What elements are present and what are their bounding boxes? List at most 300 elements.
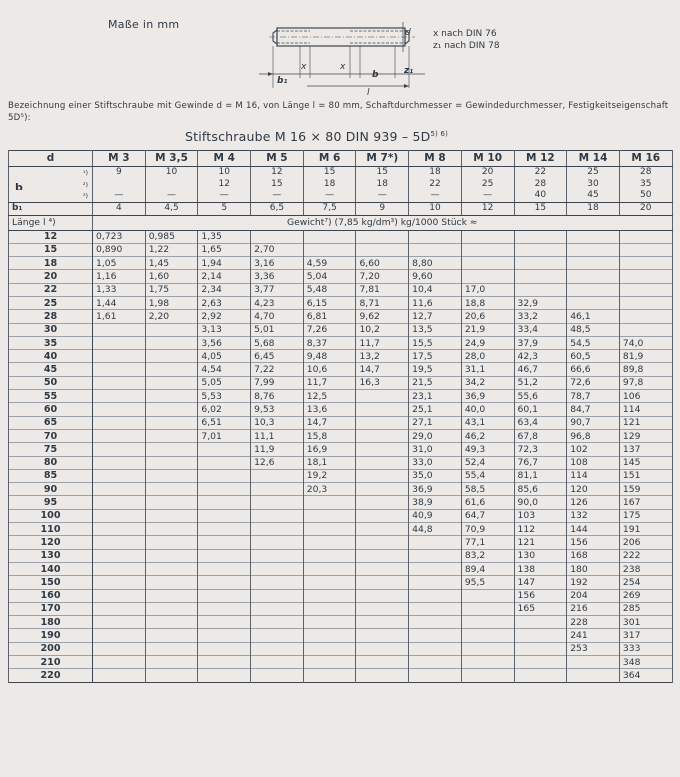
weight-value: 4,70 — [251, 310, 304, 323]
weight-value: 16,3 — [356, 376, 409, 389]
dim-z1-label: z₁ — [404, 66, 414, 76]
table-row — [9, 669, 673, 682]
note-x-din76: x nach DIN 76 — [433, 29, 497, 39]
weight-value — [93, 469, 146, 482]
weight-value: 8,80 — [409, 257, 462, 270]
weight-value — [251, 589, 304, 602]
weight-value: 7,01 — [198, 429, 251, 442]
weight-value: 11,1 — [251, 429, 304, 442]
size-header: M 3 — [93, 151, 146, 167]
weight-value: 1,60 — [145, 270, 198, 283]
weight-value: 4,59 — [303, 257, 356, 270]
weight-value: 2,92 — [198, 310, 251, 323]
weight-value — [356, 536, 409, 549]
weight-value — [356, 456, 409, 469]
weight-value — [514, 629, 567, 642]
weight-value — [303, 642, 356, 655]
weight-value — [356, 390, 409, 403]
weight-value — [567, 296, 620, 309]
weight-value: 1,22 — [145, 243, 198, 256]
weight-value: 0,723 — [93, 230, 146, 243]
weight-value: 228 — [567, 616, 620, 629]
weight-value — [461, 270, 514, 283]
weight-value: 21,5 — [409, 376, 462, 389]
weight-value — [461, 629, 514, 642]
weight-value: 23,1 — [409, 390, 462, 403]
weight-value — [567, 257, 620, 270]
weight-value: 16,9 — [303, 443, 356, 456]
weight-value: 144 — [567, 523, 620, 536]
length-header-row — [9, 215, 673, 230]
weight-value — [93, 429, 146, 442]
length-value: 200 — [9, 642, 93, 655]
weight-value: 180 — [567, 562, 620, 575]
b-value: — — [409, 190, 462, 202]
weight-value — [145, 443, 198, 456]
weight-value: 114 — [567, 469, 620, 482]
weight-value: 51,2 — [514, 376, 567, 389]
weight-value: 14,7 — [303, 416, 356, 429]
weight-value: 7,20 — [356, 270, 409, 283]
weight-value: 3,77 — [251, 283, 304, 296]
dim-b1-label: b₁ — [277, 76, 288, 86]
weight-value: 43,1 — [461, 416, 514, 429]
b-value — [145, 179, 198, 191]
dim-l-label: l — [367, 88, 370, 98]
weight-value: 204 — [567, 589, 620, 602]
table-row — [9, 562, 673, 575]
weight-value: 156 — [567, 536, 620, 549]
weight-value — [145, 483, 198, 496]
weight-value: 64,7 — [461, 509, 514, 522]
weight-value — [356, 642, 409, 655]
b-value: — — [93, 190, 146, 202]
weight-value — [198, 443, 251, 456]
b-value — [93, 179, 146, 191]
weight-value — [145, 416, 198, 429]
weight-value — [409, 602, 462, 615]
weight-value — [356, 576, 409, 589]
weight-value: 364 — [619, 669, 672, 682]
weight-value: 58,5 — [461, 483, 514, 496]
weight-value — [145, 616, 198, 629]
weight-value: 13,6 — [303, 403, 356, 416]
weight-value: 254 — [619, 576, 672, 589]
weight-value — [514, 656, 567, 669]
units-label: Maße in mm — [108, 18, 180, 31]
weight-value: 48,5 — [567, 323, 620, 336]
table-row — [9, 243, 673, 256]
weight-value: 34,2 — [461, 376, 514, 389]
weight-value: 1,65 — [198, 243, 251, 256]
weight-value: 2,14 — [198, 270, 251, 283]
table-row — [9, 403, 673, 416]
table-row — [9, 509, 673, 522]
weight-value: 1,44 — [93, 296, 146, 309]
weight-value — [93, 443, 146, 456]
b1-value: 4 — [93, 202, 146, 215]
length-value: 25 — [9, 296, 93, 309]
weight-value: 1,61 — [93, 310, 146, 323]
b-value: 20 — [461, 167, 514, 179]
weight-value: 6,81 — [303, 310, 356, 323]
size-header: M 6 — [303, 151, 356, 167]
b-label-cell — [9, 190, 93, 202]
weight-value: 112 — [514, 523, 567, 536]
weight-value: 114 — [619, 403, 672, 416]
length-value: 85 — [9, 469, 93, 482]
weight-value — [356, 549, 409, 562]
weight-value — [461, 230, 514, 243]
b-value: 22 — [514, 167, 567, 179]
weight-value — [251, 629, 304, 642]
size-header: M 5 — [251, 151, 304, 167]
weight-value — [93, 390, 146, 403]
length-value: 95 — [9, 496, 93, 509]
weight-value: 89,4 — [461, 562, 514, 575]
weight-value: 102 — [567, 443, 620, 456]
size-header: M 4 — [198, 151, 251, 167]
weight-value: 9,48 — [303, 350, 356, 363]
weight-value: 9,60 — [409, 270, 462, 283]
weight-value: 46,7 — [514, 363, 567, 376]
weight-value: 18,1 — [303, 456, 356, 469]
weight-value: 49,3 — [461, 443, 514, 456]
weight-value — [93, 496, 146, 509]
weight-value — [145, 456, 198, 469]
table-row — [9, 549, 673, 562]
b1-value: 6,5 — [251, 202, 304, 215]
table-row — [9, 296, 673, 309]
weight-value — [303, 589, 356, 602]
weight-value: 6,02 — [198, 403, 251, 416]
weight-value — [145, 376, 198, 389]
weight-value: 11,6 — [409, 296, 462, 309]
weight-value — [619, 323, 672, 336]
table-row — [9, 336, 673, 349]
weight-value: 4,23 — [251, 296, 304, 309]
weight-value: 37,9 — [514, 336, 567, 349]
table-row — [9, 456, 673, 469]
weight-value — [251, 576, 304, 589]
weight-value — [251, 469, 304, 482]
b-value: 15 — [251, 179, 304, 191]
weight-value — [251, 483, 304, 496]
weight-value: 241 — [567, 629, 620, 642]
weight-value — [251, 602, 304, 615]
weight-value: 7,26 — [303, 323, 356, 336]
weight-value: 108 — [567, 456, 620, 469]
weight-value — [145, 469, 198, 482]
weight-value: 36,9 — [461, 390, 514, 403]
weight-value: 10,6 — [303, 363, 356, 376]
weight-value — [93, 363, 146, 376]
weight-value — [93, 456, 146, 469]
weight-value — [461, 656, 514, 669]
b-value: 40 — [514, 190, 567, 202]
weight-value: 137 — [619, 443, 672, 456]
b1-value: 20 — [619, 202, 672, 215]
weight-value — [145, 363, 198, 376]
weight-value: 40,0 — [461, 403, 514, 416]
b-value: 15 — [356, 167, 409, 179]
b1-value: 12 — [461, 202, 514, 215]
length-value: 60 — [9, 403, 93, 416]
length-value: 20 — [9, 270, 93, 283]
weight-value: 192 — [567, 576, 620, 589]
weight-value: 61,6 — [461, 496, 514, 509]
weight-value — [145, 536, 198, 549]
weight-value — [303, 549, 356, 562]
weight-value: 18,8 — [461, 296, 514, 309]
weight-value — [409, 562, 462, 575]
weight-value: 5,53 — [198, 390, 251, 403]
b1-value: 18 — [567, 202, 620, 215]
weight-value — [356, 669, 409, 682]
weight-value — [514, 283, 567, 296]
weight-value: 31,1 — [461, 363, 514, 376]
length-value: 110 — [9, 523, 93, 536]
weight-value: 4,05 — [198, 350, 251, 363]
b-value: — — [251, 190, 304, 202]
weight-value: 2,34 — [198, 283, 251, 296]
weight-value: 3,56 — [198, 336, 251, 349]
weight-value: 222 — [619, 549, 672, 562]
weight-value — [303, 496, 356, 509]
weight-value: 15,5 — [409, 336, 462, 349]
length-value: 40 — [9, 350, 93, 363]
weight-value — [619, 257, 672, 270]
weight-value — [409, 656, 462, 669]
b-value: 22 — [409, 179, 462, 191]
dim-d-label: d — [405, 28, 411, 38]
table-row — [9, 616, 673, 629]
weight-value: 6,45 — [251, 350, 304, 363]
weight-value: 63,4 — [514, 416, 567, 429]
weight-value — [145, 642, 198, 655]
weight-value: 1,75 — [145, 283, 198, 296]
size-header: M 7*) — [356, 151, 409, 167]
weight-value: 333 — [619, 642, 672, 655]
weight-value — [356, 403, 409, 416]
weight-value: 38,9 — [409, 496, 462, 509]
weight-value: 40,9 — [409, 509, 462, 522]
weight-value — [93, 483, 146, 496]
weight-value — [93, 669, 146, 682]
weight-value: 130 — [514, 549, 567, 562]
length-label: Länge l ⁴) — [9, 215, 93, 230]
b-row — [9, 167, 673, 179]
weight-value: 27,1 — [409, 416, 462, 429]
b-value: 10 — [198, 167, 251, 179]
weight-value: 84,7 — [567, 403, 620, 416]
b-value: 45 — [567, 190, 620, 202]
weight-value: 13,2 — [356, 350, 409, 363]
b-value: — — [303, 190, 356, 202]
weight-header: Gewicht⁷) (7,85 kg/dm³) kg/1000 Stück ≈ — [93, 215, 673, 230]
b-row — [9, 190, 673, 202]
weight-value — [198, 602, 251, 615]
weight-value — [356, 629, 409, 642]
b-label: b — [15, 180, 23, 190]
weight-value: 9,62 — [356, 310, 409, 323]
weight-value — [619, 296, 672, 309]
weight-value: 6,60 — [356, 257, 409, 270]
weight-value: 253 — [567, 642, 620, 655]
table-row — [9, 230, 673, 243]
weight-value: 8,71 — [356, 296, 409, 309]
weight-value: 12,5 — [303, 390, 356, 403]
weight-value: 5,01 — [251, 323, 304, 336]
weight-value: 96,8 — [567, 429, 620, 442]
b-value: 25 — [461, 179, 514, 191]
length-value: 130 — [9, 549, 93, 562]
weight-value — [198, 549, 251, 562]
weight-value — [198, 536, 251, 549]
weight-value — [93, 602, 146, 615]
weight-value: 103 — [514, 509, 567, 522]
weight-value: 5,68 — [251, 336, 304, 349]
weight-value — [145, 576, 198, 589]
b-value: — — [198, 190, 251, 202]
weight-value — [619, 230, 672, 243]
weight-value: 2,63 — [198, 296, 251, 309]
weight-value: 42,3 — [514, 350, 567, 363]
b1-value: 10 — [409, 202, 462, 215]
table-row — [9, 310, 673, 323]
b1-value: 15 — [514, 202, 567, 215]
weight-value: 2,70 — [251, 243, 304, 256]
weight-value — [145, 403, 198, 416]
weight-value — [198, 656, 251, 669]
weight-value: 55,4 — [461, 469, 514, 482]
weight-value: 120 — [567, 483, 620, 496]
weight-value: 1,94 — [198, 257, 251, 270]
weight-value: 72,3 — [514, 443, 567, 456]
dim-x-right-label: x — [340, 62, 346, 72]
weight-value — [145, 496, 198, 509]
weight-value: 175 — [619, 509, 672, 522]
weight-value — [356, 523, 409, 536]
weight-value — [145, 656, 198, 669]
weight-value: 29,0 — [409, 429, 462, 442]
length-value: 18 — [9, 257, 93, 270]
weight-value — [93, 376, 146, 389]
weight-value — [145, 589, 198, 602]
weight-value — [145, 336, 198, 349]
weight-value: 238 — [619, 562, 672, 575]
weight-value — [93, 536, 146, 549]
weight-value — [93, 589, 146, 602]
weight-value: 168 — [567, 549, 620, 562]
weight-value: 14,7 — [356, 363, 409, 376]
length-value: 150 — [9, 576, 93, 589]
weight-value: 9,53 — [251, 403, 304, 416]
weight-value: 151 — [619, 469, 672, 482]
weight-value: 35,0 — [409, 469, 462, 482]
weight-value: 10,4 — [409, 283, 462, 296]
weight-value — [514, 243, 567, 256]
table-row — [9, 629, 673, 642]
table-row — [9, 390, 673, 403]
size-header: M 8 — [409, 151, 462, 167]
table-row — [9, 257, 673, 270]
weight-value: 156 — [514, 589, 567, 602]
weight-value — [198, 616, 251, 629]
b-value: 18 — [409, 167, 462, 179]
weight-value — [303, 509, 356, 522]
weight-value — [198, 469, 251, 482]
weight-value — [567, 243, 620, 256]
weight-value: 90,0 — [514, 496, 567, 509]
weight-value: 12,6 — [251, 456, 304, 469]
weight-value — [145, 549, 198, 562]
weight-value — [514, 642, 567, 655]
weight-value — [93, 576, 146, 589]
weight-value — [409, 669, 462, 682]
table-row — [9, 363, 673, 376]
table-row — [9, 589, 673, 602]
weight-value — [619, 283, 672, 296]
weight-value: 89,8 — [619, 363, 672, 376]
dim-b-label: b — [372, 70, 379, 80]
weight-value — [461, 602, 514, 615]
weight-value: 121 — [619, 416, 672, 429]
weight-value — [303, 243, 356, 256]
b-footnote: ³) — [82, 192, 88, 200]
weight-value: 145 — [619, 456, 672, 469]
weight-value: 46,1 — [567, 310, 620, 323]
weight-value — [251, 496, 304, 509]
b1-value: 7,5 — [303, 202, 356, 215]
weight-value — [461, 243, 514, 256]
b-value: 15 — [303, 167, 356, 179]
weight-value — [409, 629, 462, 642]
weight-value — [567, 230, 620, 243]
weight-value — [409, 642, 462, 655]
weight-value: 348 — [619, 656, 672, 669]
weight-value — [145, 602, 198, 615]
weight-value — [145, 429, 198, 442]
weight-value: 32,9 — [514, 296, 567, 309]
weight-value: 167 — [619, 496, 672, 509]
weight-value: 1,35 — [198, 230, 251, 243]
length-value: 160 — [9, 589, 93, 602]
weight-value: 191 — [619, 523, 672, 536]
length-value: 190 — [9, 629, 93, 642]
weight-value: 60,1 — [514, 403, 567, 416]
weight-value — [356, 469, 409, 482]
table-row — [9, 376, 673, 389]
table-row — [9, 283, 673, 296]
weight-value — [514, 669, 567, 682]
size-header-row — [9, 151, 673, 167]
weight-value — [93, 509, 146, 522]
weight-value: 11,9 — [251, 443, 304, 456]
weight-value: 85,6 — [514, 483, 567, 496]
weight-value: 159 — [619, 483, 672, 496]
weight-value — [356, 416, 409, 429]
size-header: M 14 — [567, 151, 620, 167]
length-value: 140 — [9, 562, 93, 575]
weight-value: 0,985 — [145, 230, 198, 243]
weight-value: 3,13 — [198, 323, 251, 336]
weight-value — [303, 536, 356, 549]
table-row — [9, 443, 673, 456]
weight-value — [409, 576, 462, 589]
weight-value: 46,2 — [461, 429, 514, 442]
weight-value — [93, 523, 146, 536]
